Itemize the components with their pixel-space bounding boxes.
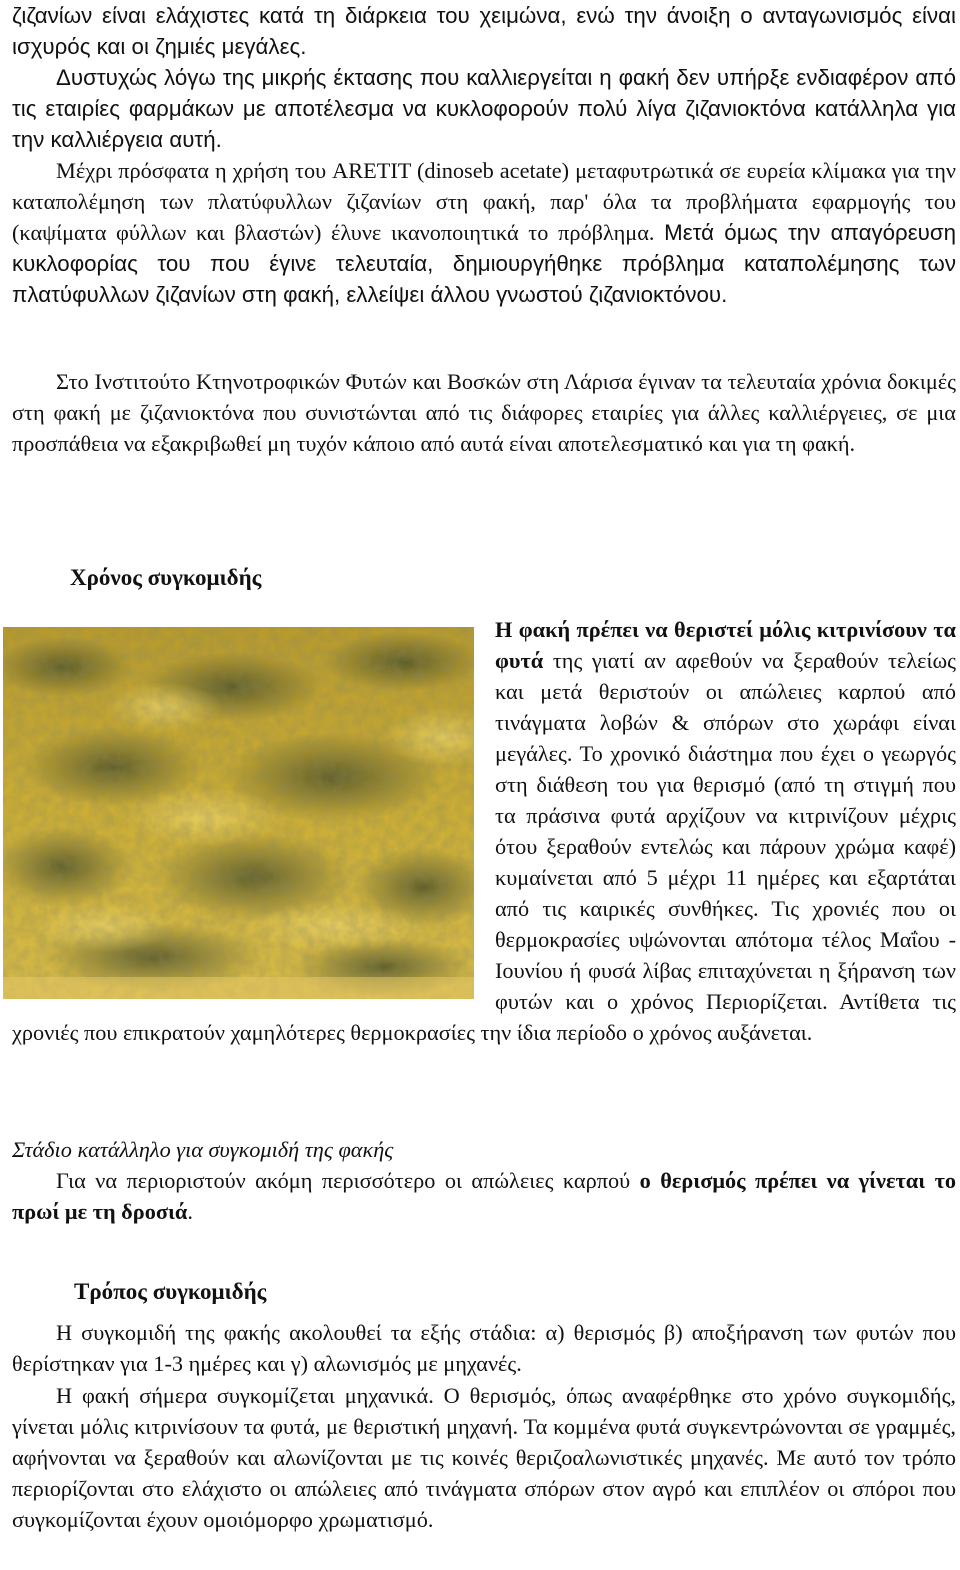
aretit-ban-text: Μετά όμως την απαγόρευση κυκλοφορίας του που έγινε τελευταία, δημιουργήθηκε πρόβλημα καταπολέμησης των πλατύφυλλων ζιζανίων στη φακή, ελλείψει άλλου γνωστού ζιζανιοκτόνου. (12, 220, 957, 307)
image-wrap-spacer (12, 614, 495, 1005)
paragraph-weeds-competition: ζιζανίων είναι ελάχιστες κατά τη διάρκεια του χειμώνα, ενώ την άνοιξη ο ανταγωνισμός είναι ισχυρός και οι ζημιές μεγάλες. (12, 3, 956, 59)
stage-text: Για να περιοριστούν ακόμη περισσότερο οι απώλειες καρπού (56, 1168, 640, 1193)
harvest-time-text-block (12, 614, 956, 1048)
paragraph-stage (12, 1165, 956, 1227)
paragraph-harvest-stages: Η συγκομιδή της φακής ακολουθεί τα εξής στάδια: α) θερισμός β) αποξήρανση των φυτών που θερίστηκαν για 1-3 ημέρες και γ) αλωνισμός με μηχανές. (12, 1320, 956, 1376)
paragraph-herbicide-market: Δυστυχώς λόγω της μικρής έκτασης που καλλιεργείται η φακή δεν υπήρξε ενδιαφέρον από τις εταιρίες φαρμάκων με αποτέλεσμα να κυκλοφορούν πολύ λίγα ζιζανιοκτόνα κατάλληλα για την καλλιέργεια αυτή. (12, 65, 956, 152)
harvest-time-lead: Η φακή πρέπει να θεριστεί μόλις κιτρινίσουν τα φυτά (495, 617, 956, 673)
stage-title (12, 1134, 956, 1165)
stage-title-text: Στάδιο κατάλληλο για συγκομιδή της φακής (12, 1137, 394, 1162)
paragraph-aretit (12, 155, 956, 310)
paragraph-institute-trials: Στο Ινστιτούτο Κτηνοτροφικών Φυτών και Βοσκών στη Λάρισα έγιναν τα τελευταία χρόνια δοκιμές στη φακή με ζιζανιοκτόνα που συνιστώνται από τις διάφορες εταιρίες για άλλες καλλιέργειες, σε μια προσπάθεια να εξακριβωθεί μη τυχόν κάποιο από αυτά είναι αποτελεσματικό και για τη φακή. (12, 369, 956, 456)
stage-bold-text: ο θερισμός πρέπει να γίνεται το πρωί με τη δροσιά (12, 1168, 956, 1224)
paragraph-mechanical-harvest: Η φακή σήμερα συγκομίζεται μηχανικά. Ο θερισμός, όπως αναφέρθηκε στο χρόνο συγκομιδής, γίνεται μόλις κιτρινίσουν τα φυτά, με θεριστική μηχανή. Τα κομμένα φυτά συγκεντρώνονται σε γραμμές, αφήνονται να ξεραθούν και αλωνίζονται με τις κοινές θεριζοαλωνιστικές μηχανές. Με αυτό τον τρόπο περιορίζονται στο ελάχιστο οι απώλειες από τινάγματα σπόρων στον αγρό και επιπλέον οι σπόροι που συγκομίζονται έχουν ομοιόμορφο χρωματισμό. (12, 1383, 956, 1532)
heading-harvest-time: Χρόνος συγκομιδής (70, 565, 262, 590)
aretit-text: Μέχρι πρόσφατα η χρήση του ARETIT (dinoseb acetate) μεταφυτρωτικά σε ευρεία κλίμακα για την καταπολέμηση των πλατύφυλλων ζιζανίων στη φακή, παρ' όλα τα προβλήματα εφαρμογής του (καψίματα φύλλων και βλαστών) έλυνε ικανοποιητικά το πρόβλημα. (12, 158, 956, 245)
heading-harvest-method: Τρόπος συγκομιδής (74, 1279, 267, 1304)
stage-end: . (187, 1199, 193, 1224)
harvest-time-body: της γιατί αν αφεθούν να ξεραθούν τελείως και μετά θεριστούν οι απώλειες καρπού από τινάγματα λοβών & σπόρων στο χωράφι είναι μεγάλες. Το χρονικό διάστημα που έχει ο γεωργός στη διάθεση του για θερισμό (από τη στιγμή που τα πράσινα φυτά αρχίζουν να κιτρινίζουν μέχρις ότου ξεραθούν εντελώς και πάρουν χρώμα καφέ) κυμαίνεται από 5 μέχρι 11 ημέρες και εξαρτάται από τις καιρικές συνθήκες. Τις χρονιές που οι θερμοκρασίες υψώνονται απότομα τέλος Μαΐου - Ιουνίου ή φυσά λίβας επιταχύνεται η ξήρανση των φυτών και ο χρόνος Περιορίζεται. Αντίθετα τις χρονιές που επικρατούν χαμηλότερες θερμοκρασίες την ίδια περίοδο ο χρόνος αυξάνεται. (12, 648, 956, 1045)
